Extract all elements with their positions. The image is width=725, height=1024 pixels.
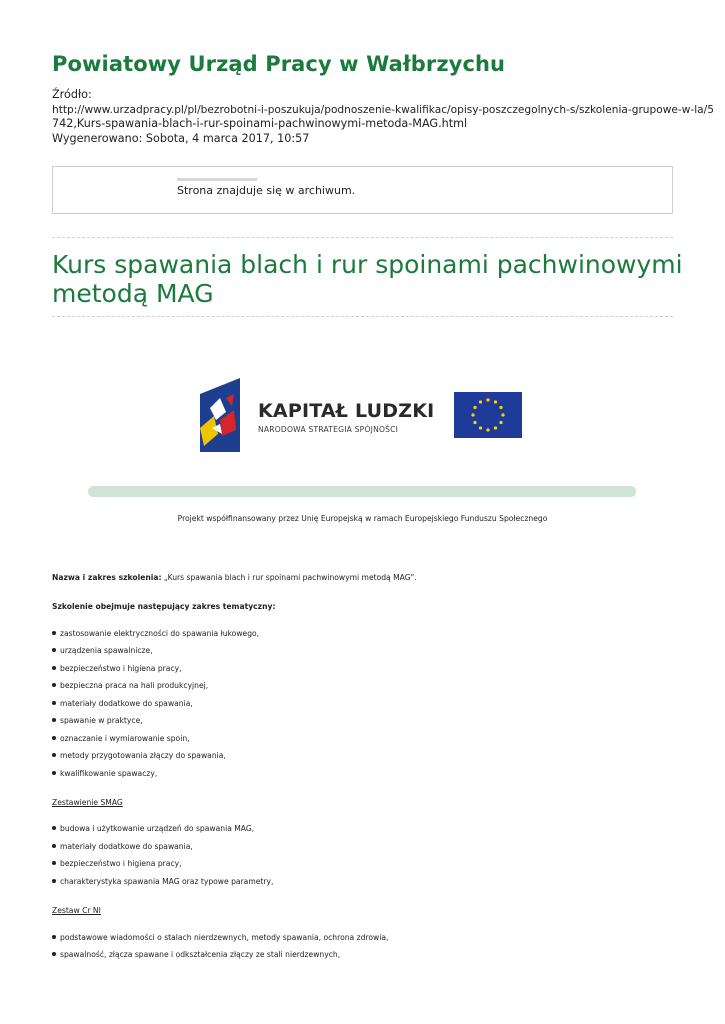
- site-title: Powiatowy Urząd Pracy w Wałbrzychu: [52, 52, 506, 76]
- page-title-line1: Kurs spawania blach i rur spoinami pachwinowymi: [52, 250, 683, 279]
- source-meta: [52, 88, 714, 146]
- divider-top: [52, 237, 673, 238]
- list-item: kwalifikowanie spawaczy,: [52, 769, 157, 778]
- list-item: charakterystyka spawania MAG oraz typowe parametry,: [52, 877, 273, 886]
- source-url-line1[interactable]: http://www.urzadpracy.pl/pl/bezrobotni-i-poszukuja/podnoszenie-kwalifikac/opisy-poszczegolnych-s/szkolenia-grupowe-w-la/5: [52, 103, 714, 116]
- bullet-icon: [52, 753, 56, 757]
- kapital-ludzki-logo-icon: [196, 376, 246, 454]
- list-item: materiały dodatkowe do spawania,: [52, 842, 193, 851]
- bullet-icon: [52, 935, 56, 939]
- list-item: materiały dodatkowe do spawania,: [52, 699, 193, 708]
- kapital-ludzki-subtitle: NARODOWA STRATEGIA SPÓJNOŚCI: [258, 425, 399, 434]
- crni-heading: Zestaw Cr NI: [52, 906, 101, 915]
- bullet-icon: [52, 771, 56, 775]
- generated-date: Wygenerowano: Sobota, 4 marca 2017, 10:57: [52, 131, 310, 145]
- list-item: budowa i użytkowanie urządzeń do spawania MAG,: [52, 824, 254, 833]
- source-url-line2[interactable]: 742,Kurs-spawania-blach-i-rur-spoinami-pachwinowymi-metoda-MAG.html: [52, 117, 468, 130]
- source-label: Źródło:: [52, 88, 92, 101]
- list-item: oznaczanie i wymiarowanie spoin,: [52, 734, 190, 743]
- bullet-icon: [52, 666, 56, 670]
- list-item: podstawowe wiadomości o stalach nierdzewnych, metody spawania, ochrona zdrowia,: [52, 933, 388, 942]
- bullet-icon: [52, 952, 56, 956]
- course-name-value: „Kurs spawania blach i rur spoinami pachwinowymi metodą MAG".: [161, 573, 417, 582]
- divider-bottom: [52, 316, 673, 317]
- archive-message: Strona znajduje się w archiwum.: [177, 184, 356, 197]
- funding-logos: [196, 376, 526, 456]
- archive-bar: [177, 178, 257, 181]
- smag-heading: Zestawienie SMAG: [52, 798, 123, 807]
- decorative-green-bar: [88, 486, 636, 497]
- funding-note: Projekt współfinansowany przez Unię Europejską w ramach Europejskiego Funduszu Społecznego: [177, 514, 548, 523]
- page-title-line2: metodą MAG: [52, 279, 214, 308]
- bullet-icon: [52, 844, 56, 848]
- list-item: spawanie w praktyce,: [52, 716, 143, 725]
- bullet-icon: [52, 861, 56, 865]
- bullet-icon: [52, 826, 56, 830]
- archive-notice: [52, 166, 673, 214]
- list-item: zastosowanie elektryczności do spawania łukowego,: [52, 629, 259, 638]
- bullet-icon: [52, 736, 56, 740]
- list-item: bezpieczeństwo i higiena pracy,: [52, 664, 182, 673]
- bullet-icon: [52, 683, 56, 687]
- bullet-icon: [52, 879, 56, 883]
- bullet-icon: [52, 718, 56, 722]
- list-item: spawalność, złącza spawane i odkształcenia złączy ze stali nierdzewnych,: [52, 950, 340, 959]
- list-item: bezpieczna praca na hali produkcyjnej,: [52, 681, 208, 690]
- list-item: metody przygotowania złączy do spawania,: [52, 751, 226, 760]
- scope-heading: Szkolenie obejmuje następujący zakres tematyczny:: [52, 602, 276, 611]
- course-name-label: Nazwa i zakres szkolenia:: [52, 573, 162, 582]
- course-name-line: [52, 573, 417, 582]
- bullet-icon: [52, 648, 56, 652]
- kapital-ludzki-title: KAPITAŁ LUDZKI: [258, 400, 435, 422]
- page-title: [52, 250, 692, 308]
- list-item: bezpieczeństwo i higiena pracy,: [52, 859, 182, 868]
- list-item: urządzenia spawalnicze,: [52, 646, 153, 655]
- bullet-icon: [52, 631, 56, 635]
- bullet-icon: [52, 701, 56, 705]
- eu-flag-icon: [454, 392, 522, 438]
